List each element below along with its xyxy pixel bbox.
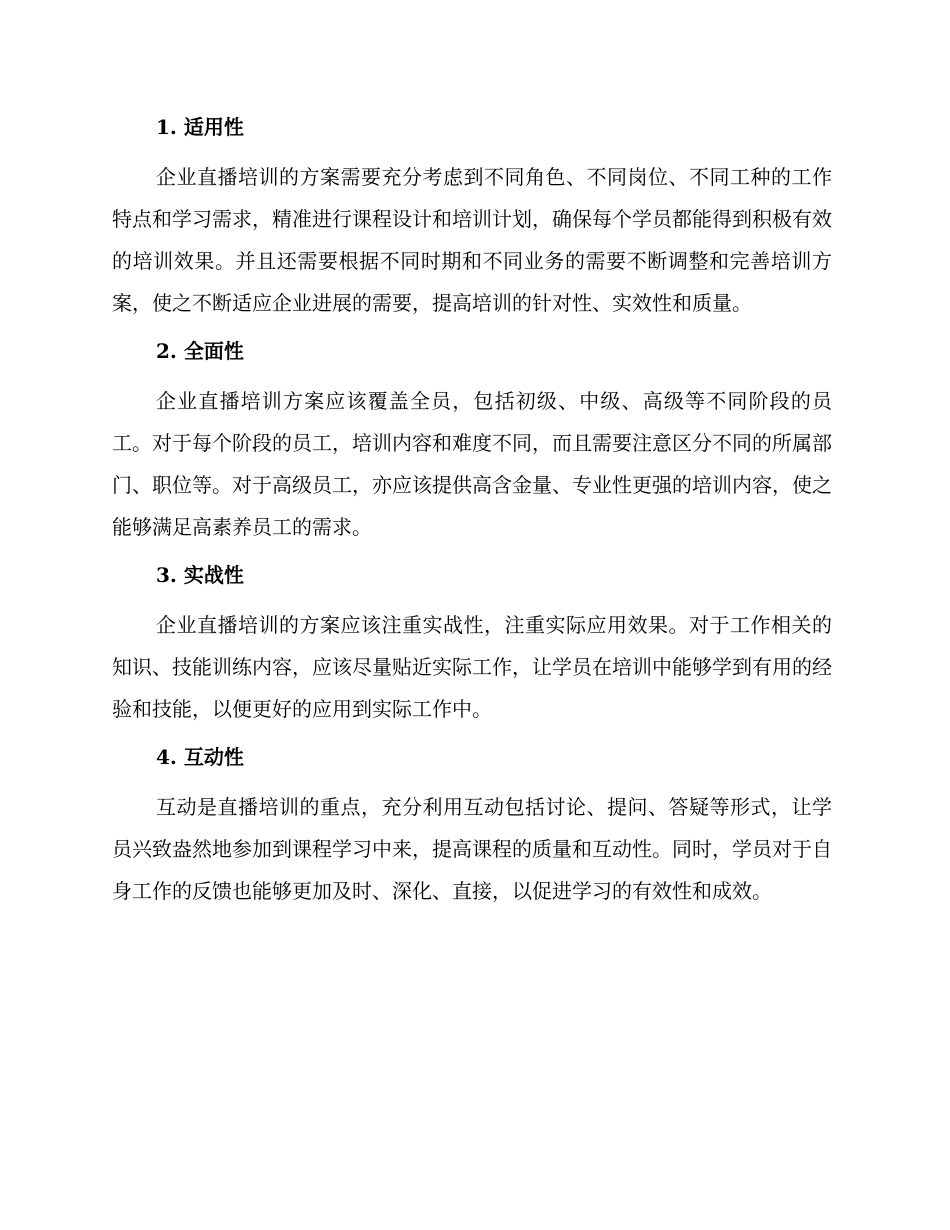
section-heading: 2. 全面性 [156, 339, 244, 363]
section-paragraph: 企业直播培训的方案需要充分考虑到不同角色、不同岗位、不同工种的工作特点和学习需求，精准进行课程设计和培训计划，确保每个学员都能得到积极有效的培训效果。并且还需要根据不同时期和不同业务的需要不断调整和完善培训方案，使之不断适应企业进展的需要，提高培训的针对性、实效性和质量。 [112, 165, 832, 315]
section-practicality [112, 556, 832, 730]
section-applicability [112, 108, 832, 324]
section-paragraph: 企业直播培训方案应该覆盖全员，包括初级、中级、高级等不同阶段的员工。对于每个阶段的员工，培训内容和难度不同，而且需要注意区分不同的所属部门、职位等。对于高级员工，亦应该提供高含金量、专业性更强的培训内容，使之能够满足高素养员工的需求。 [112, 389, 832, 539]
section-comprehensiveness [112, 332, 832, 548]
section-heading: 3. 实战性 [156, 563, 244, 587]
section-heading: 4. 互动性 [156, 745, 244, 769]
document-content [112, 108, 832, 920]
section-paragraph: 企业直播培训的方案应该注重实战性，注重实际应用效果。对于工作相关的知识、技能训练内容，应该尽量贴近实际工作，让学员在培训中能够学到有用的经验和技能，以便更好的应用到实际工作中。 [112, 613, 832, 721]
section-paragraph: 互动是直播培训的重点，充分利用互动包括讨论、提问、答疑等形式，让学员兴致盎然地参加到课程学习中来，提高课程的质量和互动性。同时，学员对于自身工作的反馈也能够更加及时、深化、直接，以促进学习的有效性和成效。 [112, 795, 832, 903]
section-interactivity [112, 738, 832, 912]
section-heading: 1. 适用性 [156, 115, 244, 139]
